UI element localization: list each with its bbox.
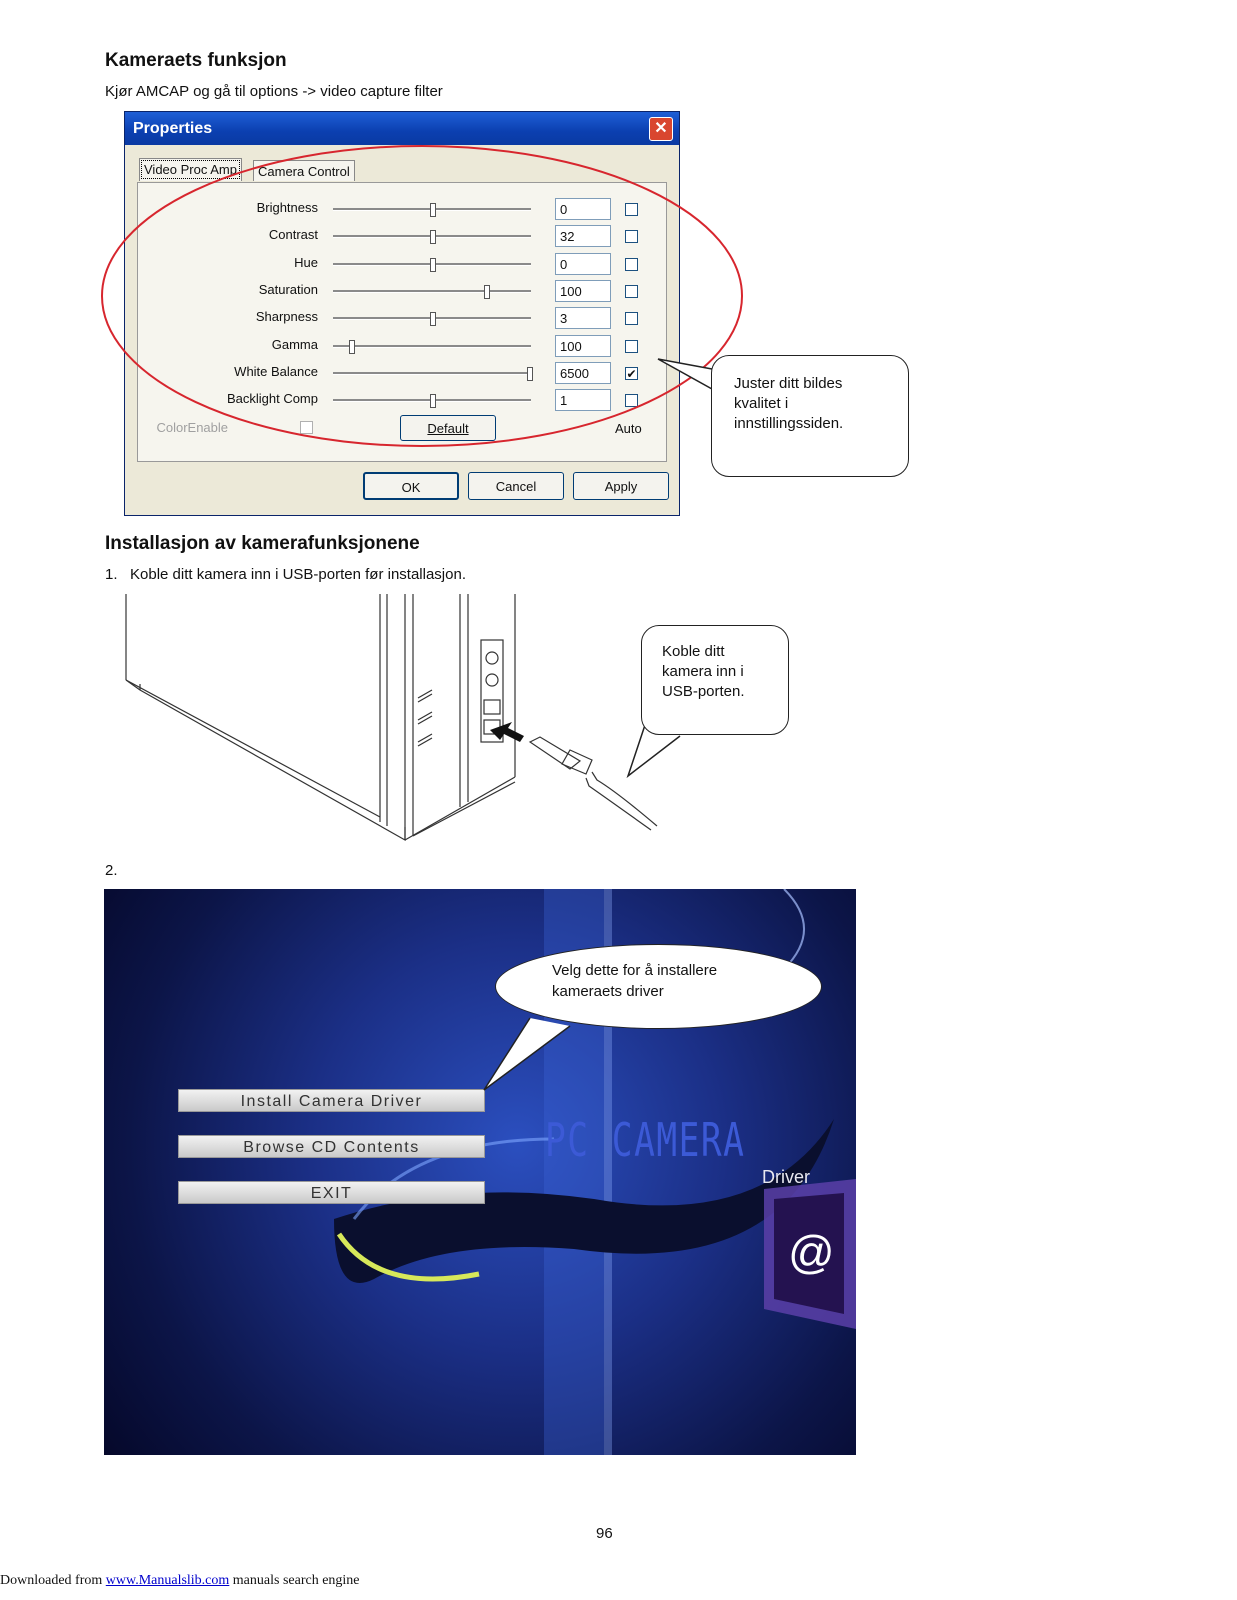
step-1-text: 1. Koble ditt kamera inn i USB-porten før installasjon. (105, 566, 466, 583)
install-camera-driver-button[interactable]: Install Camera Driver (178, 1089, 485, 1112)
callout-install-driver-text: Velg dette for å installere kameraets driver (552, 962, 718, 1000)
slider-value-field[interactable]: 32 (555, 225, 611, 247)
computer-usb-illustration (120, 592, 680, 862)
slider-label: Backlight Comp (226, 391, 318, 406)
slider-value-field[interactable]: 100 (555, 280, 611, 302)
driver-subtitle: Driver (762, 1167, 810, 1187)
page-number: 96 (596, 1525, 613, 1542)
slider-value-field[interactable]: 100 (555, 335, 611, 357)
close-icon: ✕ (654, 120, 668, 137)
pc-camera-logo: PC CAMERA (545, 1113, 746, 1167)
slider-label: Hue (294, 255, 318, 270)
at-icon: @ (788, 1226, 835, 1278)
annotation-ellipse (95, 135, 765, 455)
slider-label: Sharpness (255, 309, 318, 324)
browse-cd-contents-button[interactable]: Browse CD Contents (178, 1135, 485, 1158)
apply-button[interactable]: Apply (573, 472, 669, 500)
tab-video-proc-amp[interactable]: Video Proc Amp (139, 158, 242, 181)
tab-camera-control[interactable]: Camera Control (253, 160, 355, 181)
slider-label: Contrast (268, 227, 318, 242)
dialog-title: Properties (133, 120, 213, 137)
section-heading-camera-function: Kameraets funksjon (105, 50, 287, 71)
default-button-label: Default (427, 421, 469, 436)
cancel-button[interactable]: Cancel (468, 472, 564, 500)
step-2-text: 2. (105, 862, 118, 879)
footer-suffix: manuals search engine (229, 1573, 360, 1588)
slider-value-field[interactable]: 6500 (555, 362, 611, 384)
callout-pointer-3 (470, 1010, 590, 1110)
auto-label: Auto (615, 421, 642, 436)
slider-label: Brightness (256, 200, 318, 215)
intro-text: Kjør AMCAP og gå til options -> video capture filter (105, 83, 443, 100)
slider-label: White Balance (234, 364, 318, 379)
slider-value-field[interactable]: 0 (555, 253, 611, 275)
callout-adjust-quality: Juster ditt bildes kvalitet i innstillingssiden. (711, 355, 909, 477)
section-heading-install: Installasjon av kamerafunksjonene (105, 533, 420, 554)
slider-label: Gamma (271, 337, 318, 352)
slider-value-field[interactable]: 3 (555, 307, 611, 329)
manualslib-link[interactable]: www.Manualslib.com (105, 1573, 230, 1588)
callout-install-driver (495, 944, 822, 1029)
footer-prefix: Downloaded from (0, 1573, 106, 1588)
download-footer (0, 1573, 360, 1589)
slider-value-field[interactable]: 0 (555, 198, 611, 220)
slider-value-field[interactable]: 1 (555, 389, 611, 411)
ok-button[interactable]: OK (363, 472, 459, 500)
auto-checkbox[interactable]: ✔ (626, 367, 637, 381)
slider-label: Saturation (258, 282, 318, 297)
exit-button[interactable]: EXIT (178, 1181, 485, 1204)
color-enable-label: ColorEnable (156, 420, 228, 435)
callout-connect-usb: Koble ditt kamera inn i USB-porten. (641, 625, 789, 735)
